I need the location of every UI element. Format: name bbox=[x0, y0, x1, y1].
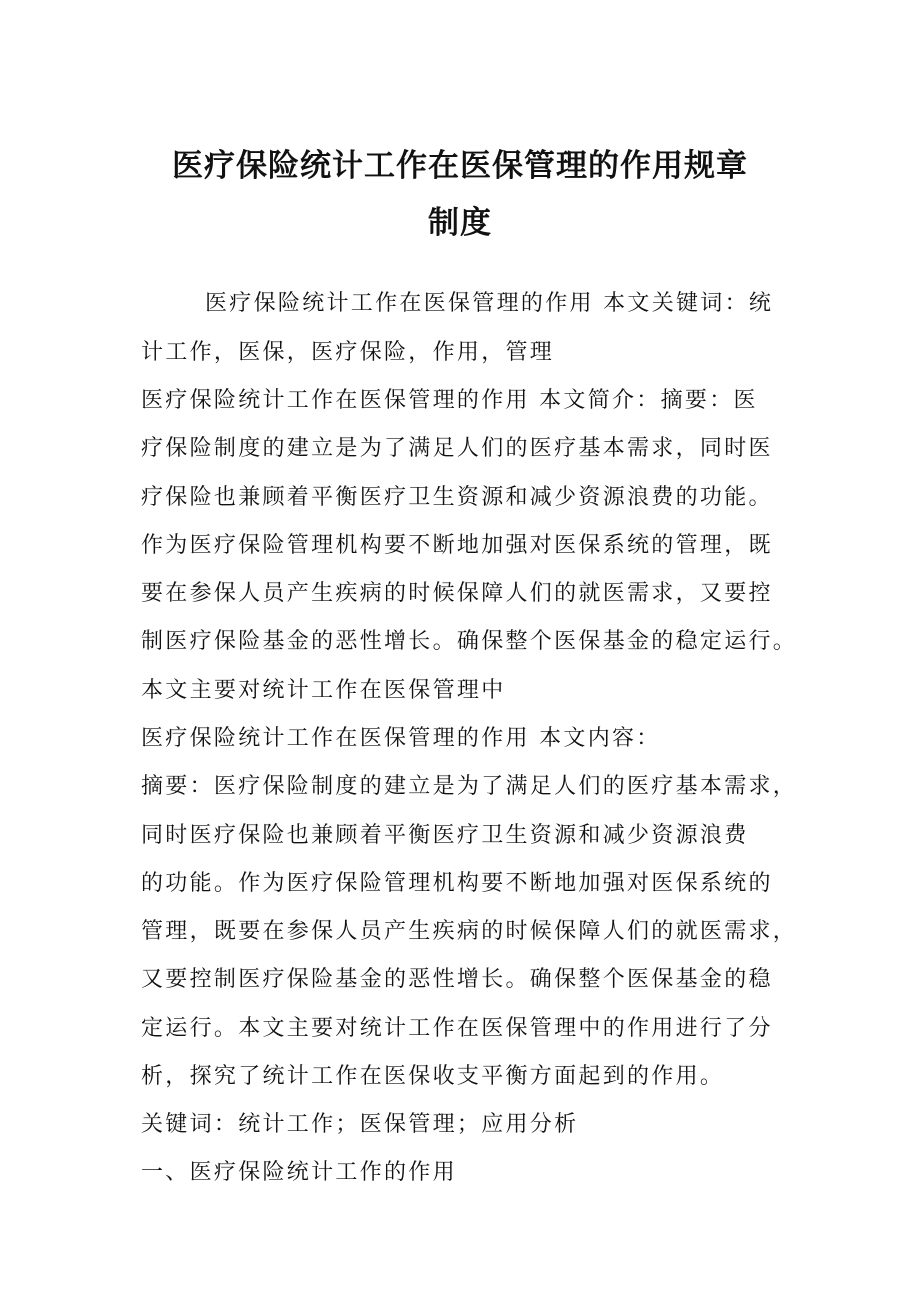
summary-line-1: 医疗保险统计工作在医保管理的作用 本文简介：摘要：医 bbox=[141, 388, 758, 413]
abstract-line-6: 定运行。本文主要对统计工作在医保管理中的作用进行了分 bbox=[141, 1016, 773, 1041]
content-heading: 医疗保险统计工作在医保管理的作用 本文内容： bbox=[141, 726, 661, 751]
document-title-line-1: 医疗保险统计工作在医保管理的作用规章 bbox=[172, 148, 748, 184]
keywords-line-2: 计工作，医保，医疗保险，作用，管理 bbox=[141, 340, 555, 365]
abstract-line-1: 摘要：医疗保险制度的建立是为了满足人们的医疗基本需求， bbox=[141, 774, 798, 799]
abstract-line-3: 的功能。作为医疗保险管理机构要不断地加强对医保系统的 bbox=[141, 871, 773, 896]
summary-line-5: 要在参保人员产生疾病的时候保障人们的就医需求，又要控 bbox=[141, 581, 773, 606]
abstract-line-4: 管理，既要在参保人员产生疾病的时候保障人们的就医需求， bbox=[141, 919, 798, 944]
abstract-line-7: 析，探究了统计工作在医保收支平衡方面起到的作用。 bbox=[141, 1064, 725, 1089]
abstract-line-5: 又要控制医疗保险基金的恶性增长。确保整个医保基金的稳 bbox=[141, 967, 773, 992]
keywords-line-1: 医疗保险统计工作在医保管理的作用 本文关键词：统 bbox=[205, 291, 774, 316]
summary-line-2: 疗保险制度的建立是为了满足人们的医疗基本需求，同时医 bbox=[141, 436, 773, 461]
summary-line-7: 本文主要对统计工作在医保管理中 bbox=[141, 678, 506, 703]
section-heading-1: 一、医疗保险统计工作的作用 bbox=[141, 1160, 457, 1185]
keywords-list: 关键词：统计工作；医保管理；应用分析 bbox=[141, 1112, 579, 1137]
abstract-line-2: 同时医疗保险也兼顾着平衡医疗卫生资源和减少资源浪费 bbox=[141, 823, 749, 848]
summary-line-4: 作为医疗保险管理机构要不断地加强对医保系统的管理，既 bbox=[141, 533, 773, 558]
summary-line-6: 制医疗保险基金的恶性增长。确保整个医保基金的稳定运行。 bbox=[141, 629, 798, 654]
summary-line-3: 疗保险也兼顾着平衡医疗卫生资源和减少资源浪费的功能。 bbox=[141, 485, 773, 510]
document-title-line-2: 制度 bbox=[428, 205, 492, 241]
